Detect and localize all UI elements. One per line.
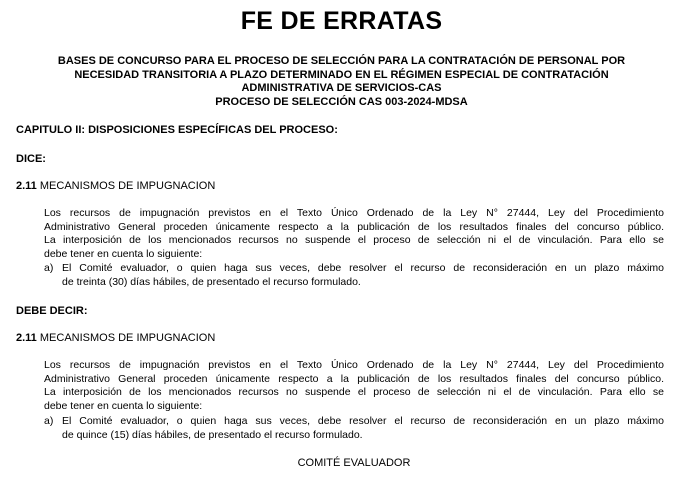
list-marker: a)	[44, 262, 54, 274]
dice-label: DICE:	[16, 153, 46, 165]
dice-list-item	[44, 262, 664, 289]
section-number: 2.11	[16, 332, 37, 344]
chapter-heading: CAPITULO II: DISPOSICIONES ESPECÍFICAS DEL PROCESO:	[16, 124, 338, 136]
paragraph-line: debe tener en cuenta lo siguiente:	[44, 399, 203, 412]
list-item-line: El Comité evaluador, o quien haga sus veces, debe resolver el recurso de reconsideración en un plazo máximo	[62, 415, 664, 427]
section-number: 2.11	[16, 180, 37, 192]
list-item-text	[62, 262, 664, 289]
list-item-line: de quince (15) días hábiles, de presentado el recurso formulado.	[62, 428, 363, 441]
paragraph-line: debe tener en cuenta lo siguiente:	[44, 247, 203, 260]
paragraph-line: Administrativo General proceden únicamente respecto a la publicación de los resultados finales del concurso público.	[44, 372, 664, 385]
list-item-line: El Comité evaluador, o quien haga sus veces, debe resolver el recurso de reconsideración en un plazo máximo	[62, 262, 664, 274]
signature-committee: COMITÉ EVALUADOR	[297, 457, 411, 469]
paragraph-line: Los recursos de impugnación previstos en el Texto Único Ordenado de la Ley N° 27444, Ley del Procedimiento	[44, 359, 664, 371]
debe-decir-section-heading	[16, 332, 215, 345]
debe-decir-paragraph	[44, 359, 664, 413]
paragraph-line: Los recursos de impugnación previstos en el Texto Único Ordenado de la Ley N° 27444, Ley del Procedimiento	[44, 207, 664, 219]
debe-decir-label: DEBE DECIR:	[16, 305, 88, 317]
dice-section-heading	[16, 180, 215, 193]
dice-paragraph	[44, 207, 664, 261]
subtitle-line: ADMINISTRATIVA DE SERVICIOS-CAS	[241, 82, 442, 94]
subtitle-line: BASES DE CONCURSO PARA EL PROCESO DE SELECCIÓN PARA LA CONTRATACIÓN DE PERSONAL POR	[57, 55, 626, 67]
paragraph-line: La interposición de los mencionados recursos no suspende el proceso de selección ni el de vinculación. Para ello se	[44, 386, 664, 398]
section-title: MECANISMOS DE IMPUGNACION	[39, 180, 216, 192]
subtitle-line: PROCESO DE SELECCIÓN CAS 003-2024-MDSA	[215, 95, 468, 108]
list-item-line: de treinta (30) días hábiles, de presentado el recurso formulado.	[62, 275, 361, 288]
list-item-text	[62, 415, 664, 442]
paragraph-line: Administrativo General proceden únicamente respecto a la publicación de los resultados finales del concurso público.	[44, 220, 664, 233]
document-title: FE DE ERRATAS	[240, 7, 443, 35]
paragraph-line: La interposición de los mencionados recursos no suspende el proceso de selección ni el de vinculación. Para ello se	[44, 234, 664, 246]
subtitle-line: NECESIDAD TRANSITORIA A PLAZO DETERMINADO EN EL RÉGIMEN ESPECIAL DE CONTRATACIÓN	[74, 68, 609, 81]
section-title: MECANISMOS DE IMPUGNACION	[39, 332, 216, 344]
list-marker: a)	[44, 415, 54, 427]
document-subtitle	[20, 55, 663, 109]
debe-decir-list-item	[44, 415, 664, 442]
